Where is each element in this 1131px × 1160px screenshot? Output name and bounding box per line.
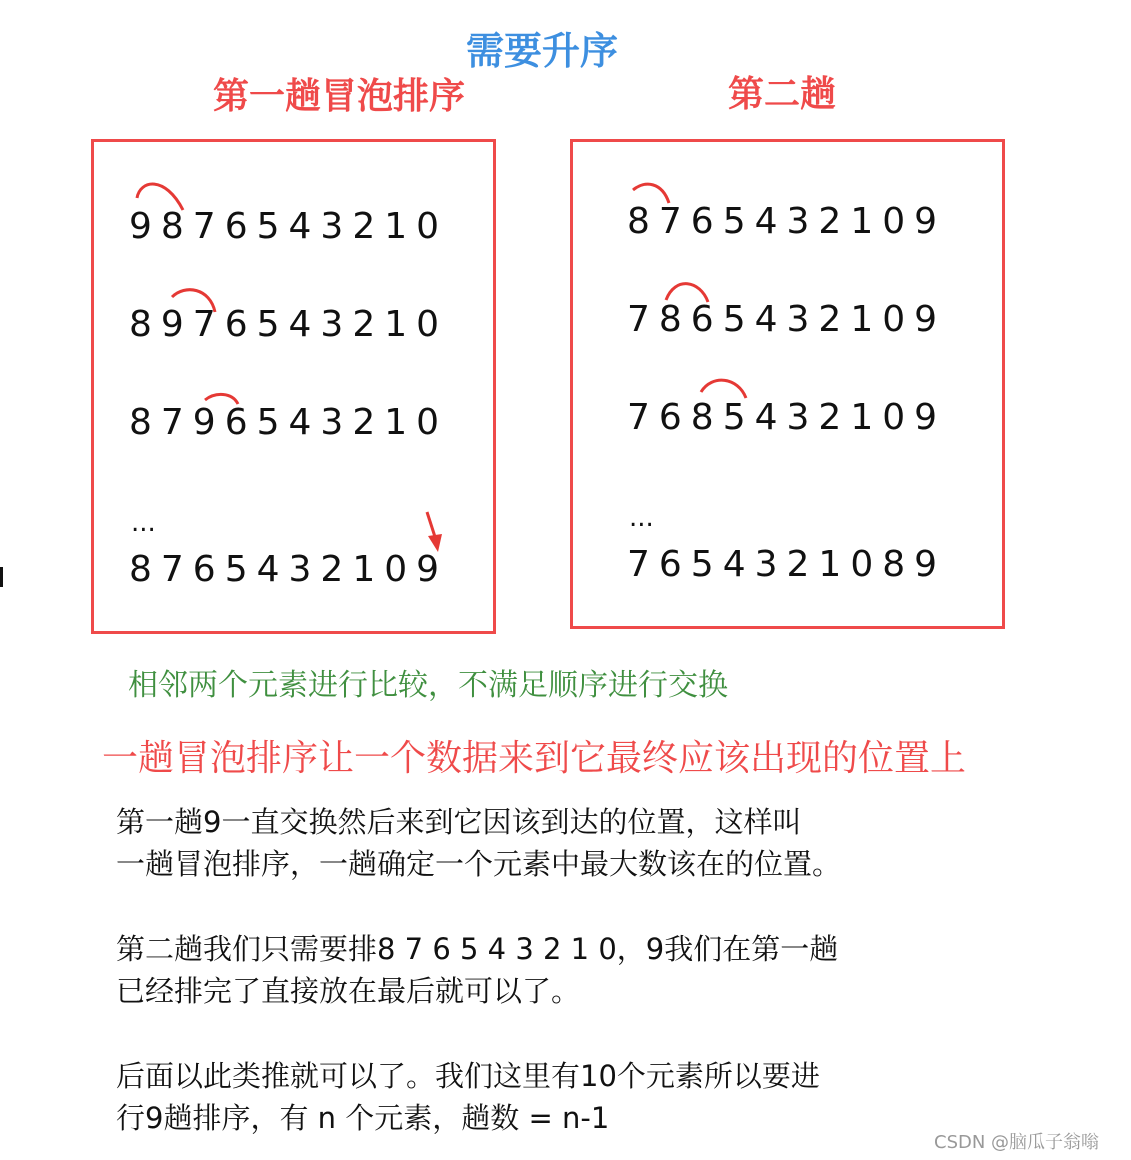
swap-arc-pass1-row3 <box>205 394 238 404</box>
swap-arc-pass2-row1 <box>633 184 669 203</box>
swap-arc-pass1-row2 <box>172 290 215 312</box>
left-edge-mark <box>0 567 3 587</box>
pass2-row-3: 7685432109 <box>627 397 947 438</box>
pass1-row-2: 8976543210 <box>129 304 449 345</box>
pass2-ellipsis: ... <box>629 503 654 533</box>
paragraph-1-line-1: 第一趟9一直交换然后来到它因该到达的位置，这样叫 <box>116 805 802 839</box>
swap-arc-pass2-row2 <box>666 284 708 302</box>
paragraph-1-line-2: 一趟冒泡排序，一趟确定一个元素中最大数该在的位置。 <box>116 847 842 881</box>
paragraph-3-line-2: 行9趟排序，有 n 个元素，趟数 = n-1 <box>116 1101 610 1135</box>
paragraph-2-line-2: 已经排完了直接放在最后就可以了。 <box>116 974 581 1008</box>
note-final-position: 一趟冒泡排序让一个数据来到它最终应该出现的位置上 <box>102 738 967 779</box>
pass2-heading: 第二趟 <box>728 74 837 115</box>
watermark: CSDN @脑瓜子翁嗡 <box>934 1132 1100 1153</box>
pass1-final-row: 8765432109 <box>129 549 449 590</box>
pass1-row-1: 9876543210 <box>129 206 449 247</box>
swap-arc-pass1-row1 <box>137 184 183 210</box>
pass1-row-3: 8796543210 <box>129 402 449 443</box>
note-compare-swap: 相邻两个元素进行比较，不满足顺序进行交换 <box>128 668 728 703</box>
page-title: 需要升序 <box>466 29 619 73</box>
pass2-row-2: 7865432109 <box>627 299 947 340</box>
pass1-ellipsis: ... <box>131 508 156 538</box>
paragraph-3-line-1: 后面以此类推就可以了。我们这里有10个元素所以要进 <box>116 1059 820 1093</box>
swap-arc-pass2-row3 <box>701 380 746 398</box>
paragraph-2-line-1: 第二趟我们只需要排8 7 6 5 4 3 2 1 0，9我们在第一趟 <box>116 932 839 966</box>
pass2-row-1: 8765432109 <box>627 201 947 242</box>
pass1-heading: 第一趟冒泡排序 <box>213 76 466 117</box>
move-arrow-icon <box>427 512 442 552</box>
pass2-final-row: 7654321089 <box>627 544 947 585</box>
